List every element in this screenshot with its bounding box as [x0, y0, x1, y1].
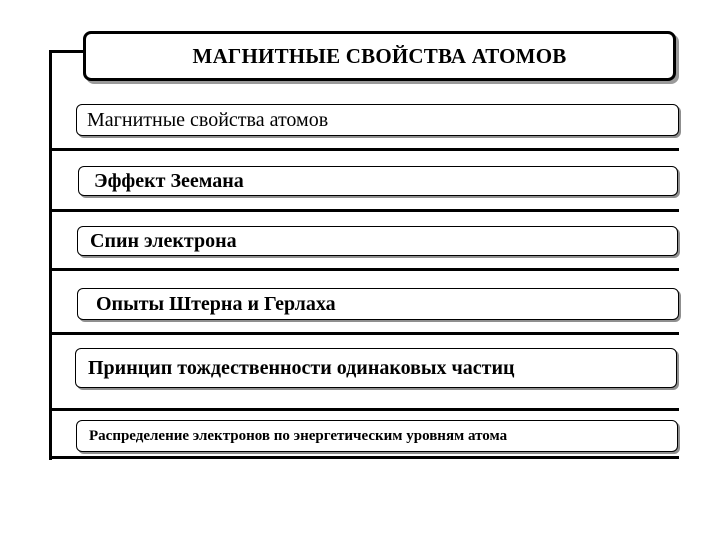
connector-spine [49, 50, 52, 460]
diagram-title: МАГНИТНЫЕ СВОЙСТВА АТОМОВ [83, 31, 676, 81]
topic-box-magnetic-properties: Магнитные свойства атомов [76, 104, 679, 136]
topic-box-zeeman-effect: Эффект Зеемана [78, 166, 678, 196]
connector-3 [49, 268, 679, 271]
topic-box-identity-principle: Принцип тождественности одинаковых частиц [75, 348, 677, 388]
connector-2 [49, 209, 679, 212]
connector-5 [49, 408, 679, 411]
connector-title [49, 50, 85, 53]
connector-1 [49, 148, 679, 151]
topic-box-stern-gerlach: Опыты Штерна и Герлаха [77, 288, 679, 320]
connector-4 [49, 332, 679, 335]
topic-box-electron-spin: Спин электрона [77, 226, 678, 256]
connector-6 [49, 456, 679, 459]
topic-box-electron-distribution: Распределение электронов по энергетическим уровням атома [76, 420, 678, 452]
